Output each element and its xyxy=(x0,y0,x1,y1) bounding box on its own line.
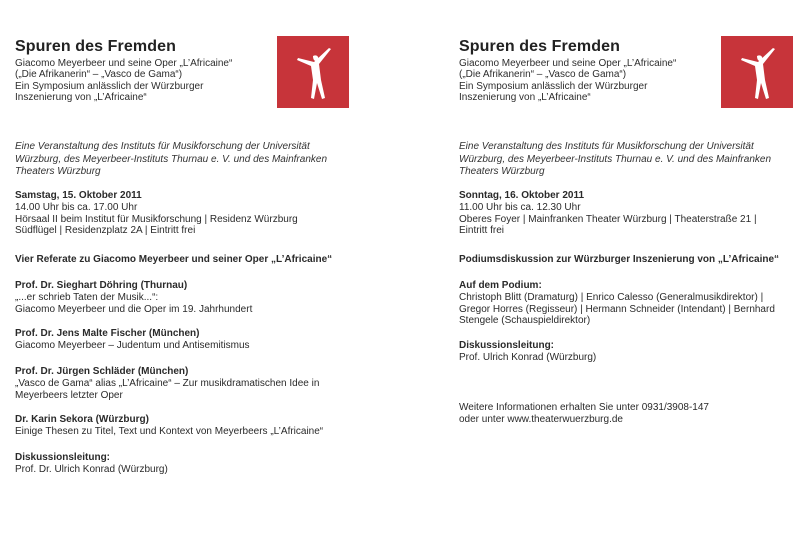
talk-speaker: Dr. Karin Sekora (Würzburg) xyxy=(15,414,149,425)
intro-line: Eine Veranstaltung des Instituts für Musikforschung der Universität xyxy=(15,141,310,152)
talk-speaker: Prof. Dr. Jürgen Schläder (München) xyxy=(15,366,189,377)
podium-line: Gregor Horres (Regisseur) | Hermann Schneider (Intendant) | Bernhard xyxy=(459,303,775,315)
subtitle-line: („Die Afrikanerin“ – „Vasco de Gama“) xyxy=(15,69,183,81)
event-info xyxy=(15,190,298,237)
talk-speaker: Prof. Dr. Jens Malte Fischer (München) xyxy=(15,328,200,339)
dancer-figure-icon xyxy=(277,36,349,108)
podium-line: Christoph Blitt (Dramaturg) | Enrico Calesso (Generalmusikdirektor) | xyxy=(459,291,764,303)
info-line: oder unter www.theaterwuerzburg.de xyxy=(459,413,623,425)
talk xyxy=(15,414,323,438)
flyer-subtitle xyxy=(15,58,275,104)
further-info xyxy=(459,402,709,426)
moderation-name: Prof. Dr. Ulrich Konrad (Würzburg) xyxy=(15,463,168,475)
flyer-title: Spuren des Fremden xyxy=(459,38,620,55)
event-info xyxy=(459,190,757,237)
talk-title: „Vasco de Gama“ alias „L’Africaine“ – Zur musikdramatischen Idee in xyxy=(15,377,320,389)
flyer-right xyxy=(440,0,800,545)
moderation-name: Prof. Ulrich Konrad (Würzburg) xyxy=(459,351,597,363)
moderation-label: Diskussionsleitung: xyxy=(15,452,111,463)
talk xyxy=(15,366,319,401)
info-line: Weitere Informationen erhalten Sie unter 0931/3908-147 xyxy=(459,402,709,413)
subtitle-line: Ein Symposium anlässlich der Würzburger xyxy=(15,80,204,92)
flyer-title: Spuren des Fremden xyxy=(15,38,176,55)
event-date: Samstag, 15. Oktober 2011 xyxy=(15,190,142,201)
talk-speaker: Prof. Dr. Sieghart Döhring (Thurnau) xyxy=(15,280,188,291)
podium-line: Stengele (Schauspieldirektor) xyxy=(459,315,591,327)
talk xyxy=(15,328,250,352)
event-date: Sonntag, 16. Oktober 2011 xyxy=(459,190,585,201)
subtitle-line: Inszenierung von „L’Africaine“ xyxy=(459,92,591,104)
intro-text xyxy=(459,141,799,179)
intro-line: Theaters Würzburg xyxy=(459,166,545,178)
talk-title: Giacomo Meyerbeer und die Oper im 19. Jahrhundert xyxy=(15,303,253,315)
section-heading: Podiumsdiskussion zur Würzburger Inszenierung von „L’Africaine“ xyxy=(459,254,780,265)
flyer-subtitle xyxy=(459,58,719,104)
talk xyxy=(15,280,252,315)
subtitle-line: Inszenierung von „L’Africaine“ xyxy=(15,92,147,104)
subtitle-line: Giacomo Meyerbeer und seine Oper „L’Africaine“ xyxy=(15,58,233,69)
section-heading: Vier Referate zu Giacomo Meyerbeer und seiner Oper „L’Africaine“ xyxy=(15,254,333,265)
moderation xyxy=(15,452,168,476)
event-place: Eintritt frei xyxy=(459,225,505,237)
podium xyxy=(459,280,775,327)
podium-label: Auf dem Podium: xyxy=(459,280,542,291)
intro-text xyxy=(15,141,365,179)
dancer-figure-icon xyxy=(721,36,793,108)
subtitle-line: („Die Afrikanerin“ – „Vasco de Gama“) xyxy=(459,69,627,81)
moderation-label: Diskussionsleitung: xyxy=(459,340,555,351)
talk-title: Giacomo Meyerbeer – Judentum und Antisemitismus xyxy=(15,339,250,351)
event-time: 14.00 Uhr bis ca. 17.00 Uhr xyxy=(15,201,138,213)
event-place: Hörsaal II beim Institut für Musikforschung | Residenz Würzburg xyxy=(15,213,298,225)
event-time: 11.00 Uhr bis ca. 12.30 Uhr xyxy=(459,201,581,213)
moderation xyxy=(459,340,596,364)
talk-title: „...er schrieb Taten der Musik...“: xyxy=(15,291,159,303)
talk-title: Meyerbeers letzter Oper xyxy=(15,389,123,401)
event-place: Südflügel | Residenzplatz 2A | Eintritt frei xyxy=(15,225,196,237)
talk-title: Einige Thesen zu Titel, Text und Kontext von Meyerbeers „L’Africaine“ xyxy=(15,425,324,437)
intro-line: Theaters Würzburg xyxy=(15,166,101,178)
intro-line: Würzburg, des Meyerbeer-Instituts Thurnau e. V. und des Mainfranken xyxy=(15,153,328,165)
intro-line: Eine Veranstaltung des Instituts für Musikforschung der Universität xyxy=(459,141,754,152)
event-place: Oberes Foyer | Mainfranken Theater Würzburg | Theaterstraße 21 | xyxy=(459,213,757,225)
subtitle-line: Giacomo Meyerbeer und seine Oper „L’Africaine“ xyxy=(459,58,677,69)
intro-line: Würzburg, des Meyerbeer-Instituts Thurnau e. V. und des Mainfranken xyxy=(459,153,772,165)
subtitle-line: Ein Symposium anlässlich der Würzburger xyxy=(459,80,648,92)
